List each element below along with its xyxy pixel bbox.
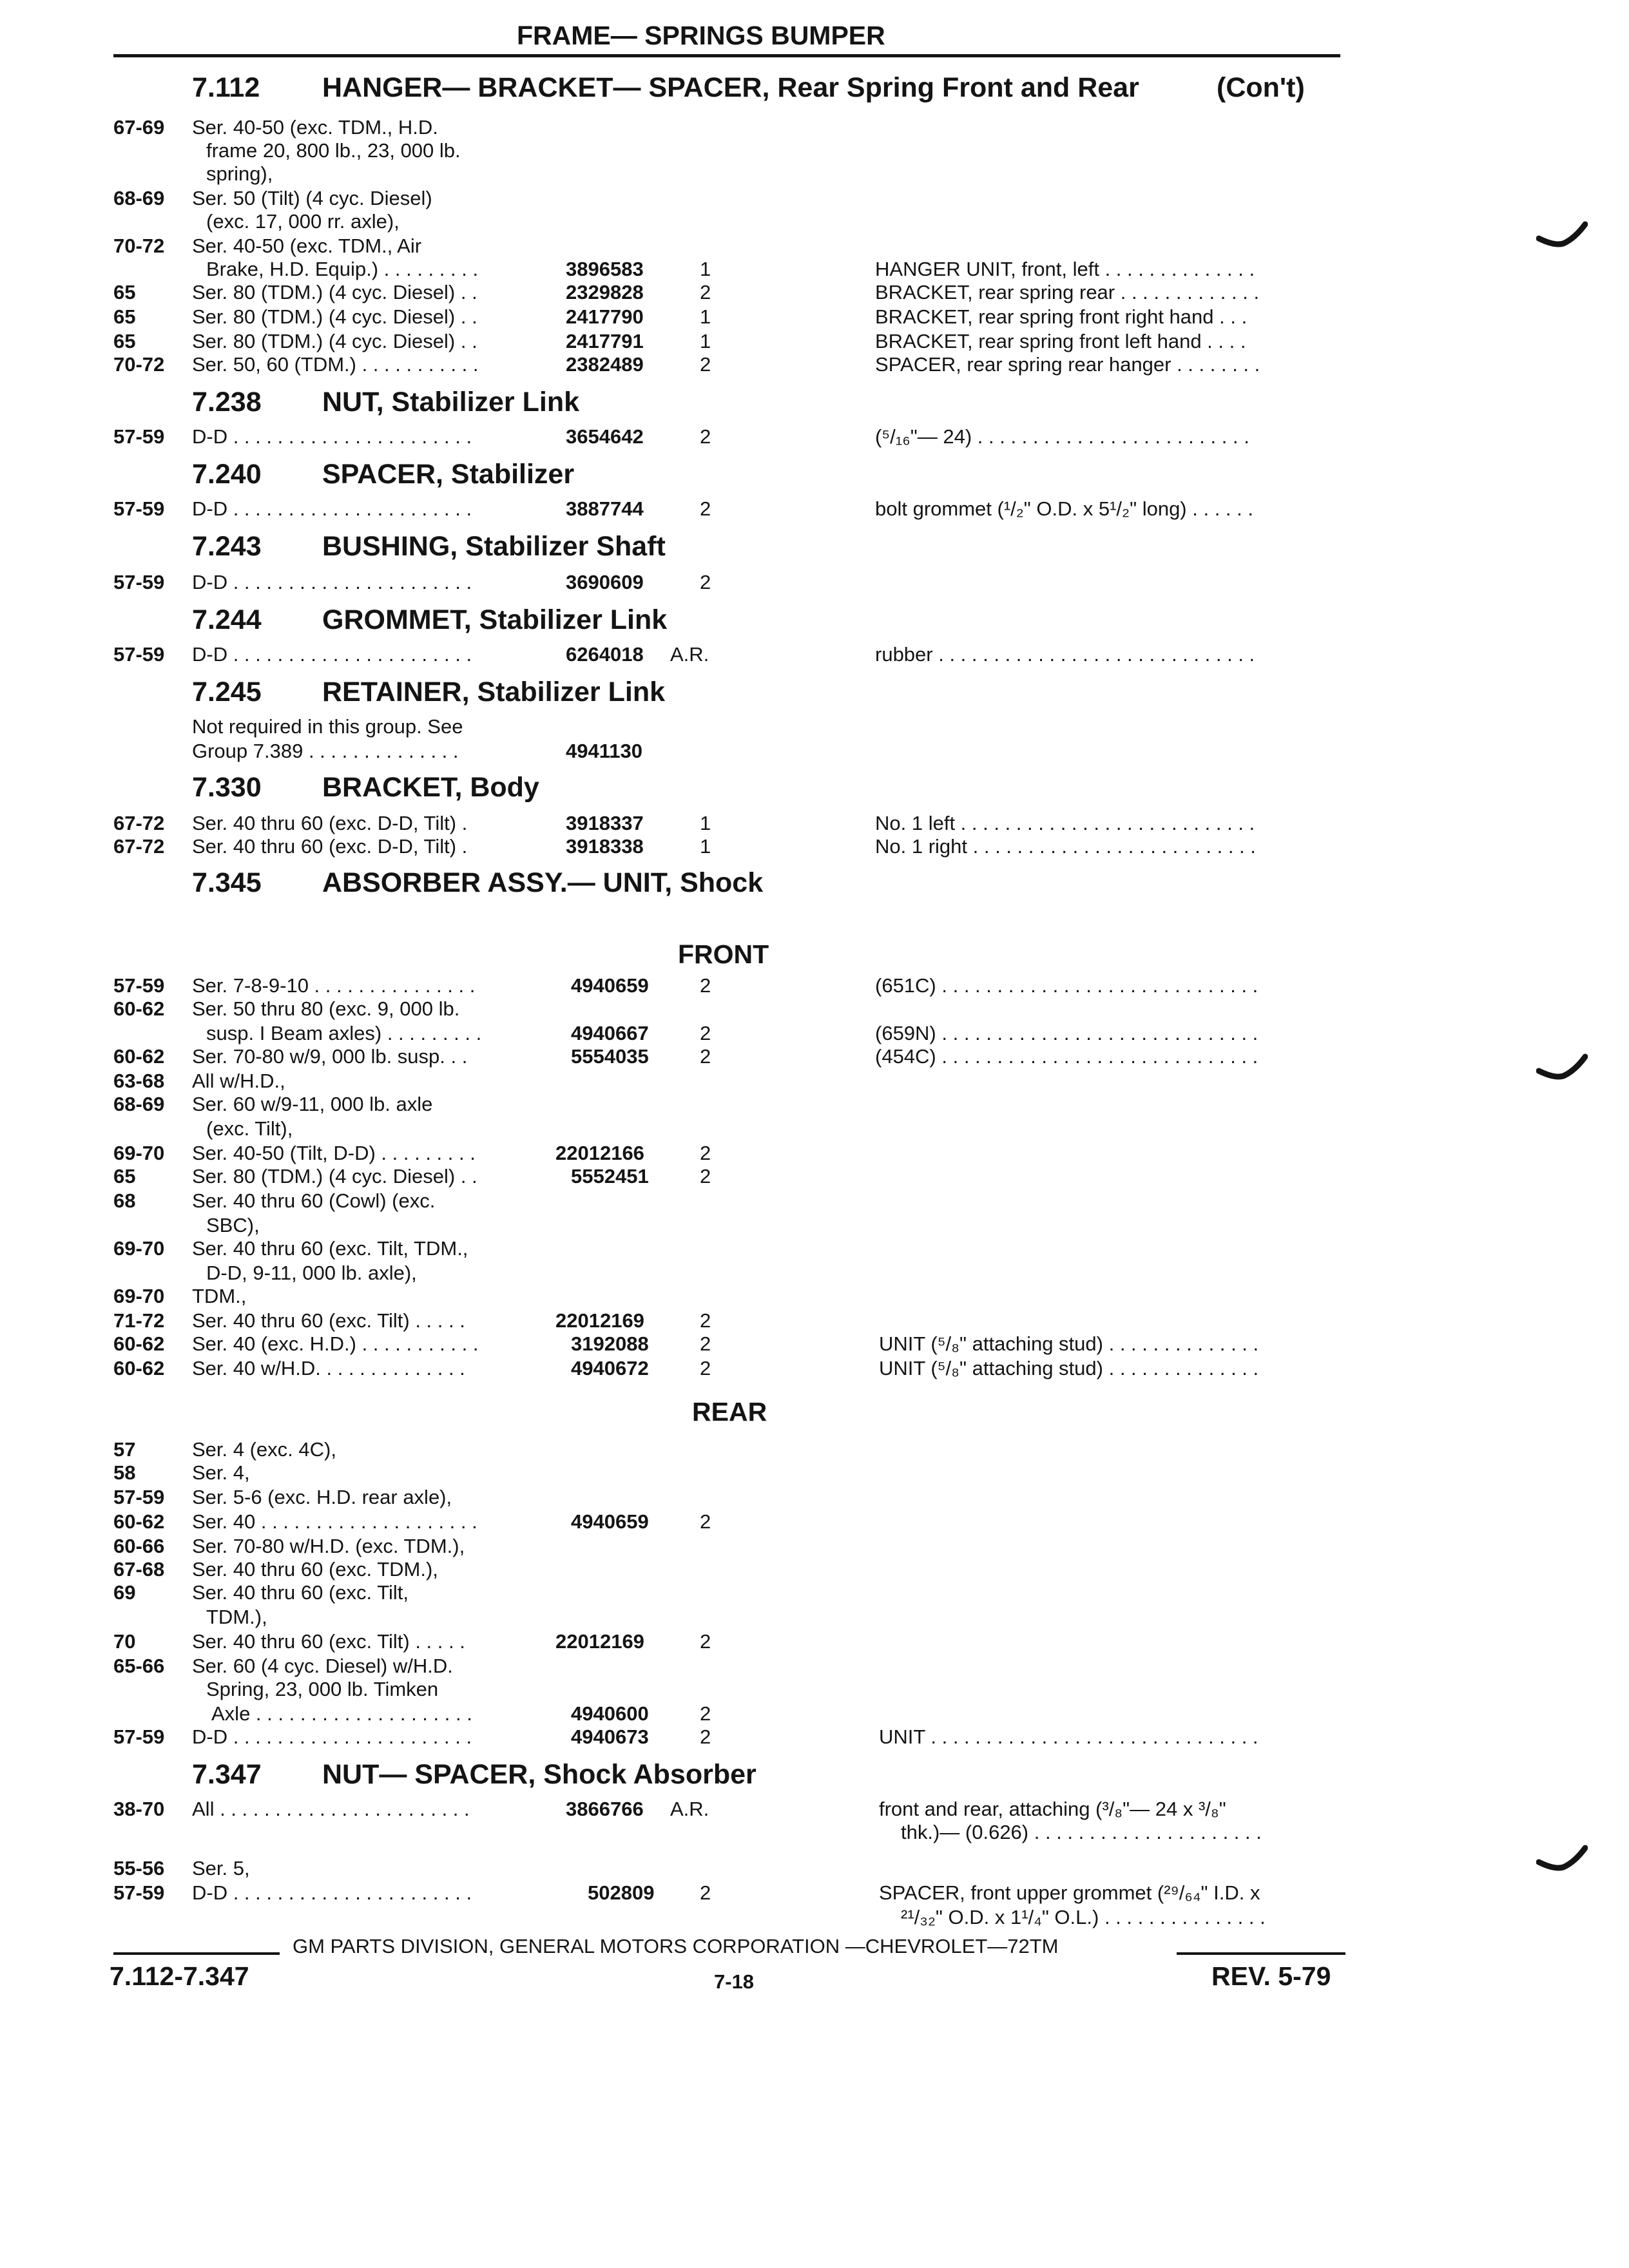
group-number: 7.240 [192, 459, 262, 490]
year-range: 69-70 [113, 1285, 165, 1307]
application-text: Ser. 60 w/9-11, 000 lb. axle [192, 1093, 433, 1115]
application-text: Ser. 40-50 (exc. TDM., Air [192, 235, 422, 257]
year-range: 65 [113, 305, 136, 328]
application-text: (exc. Tilt), [206, 1117, 293, 1140]
group-title: HANGER— BRACKET— SPACER, Rear Spring Front and Rear [322, 72, 1139, 103]
application-text: TDM.), [206, 1606, 267, 1628]
application-text: Ser. 40-50 (exc. TDM., H.D. [192, 116, 438, 139]
application-text: Ser. 40 thru 60 (exc. Tilt) . . . . . [192, 1309, 465, 1332]
application-text: Ser. 80 (TDM.) (4 cyc. Diesel) . . [192, 330, 477, 352]
part-number: 4940659 [571, 974, 649, 997]
application-text: Ser. 60 (4 cyc. Diesel) w/H.D. [192, 1655, 453, 1677]
year-range: 57-59 [113, 1881, 165, 1904]
application-text: Ser. 70-80 w/9, 000 lb. susp. . . [192, 1045, 468, 1068]
year-range: 63-68 [113, 1070, 165, 1092]
year-range: 57-59 [113, 425, 165, 448]
quantity: 1 [700, 330, 711, 352]
group-number: 7.345 [192, 867, 262, 898]
application-text: TDM., [192, 1285, 247, 1307]
quantity: 2 [700, 1510, 711, 1533]
year-range: 57-59 [113, 1725, 165, 1748]
application-text: Ser. 70-80 w/H.D. (exc. TDM.), [192, 1535, 465, 1557]
year-range: 55-56 [113, 1857, 165, 1879]
group-number: 7.244 [192, 604, 262, 635]
quantity: 2 [700, 1309, 711, 1332]
application-text: Axle . . . . . . . . . . . . . . . . . . . . [211, 1702, 472, 1725]
year-range: 58 [113, 1461, 136, 1484]
quantity: 2 [700, 1357, 711, 1379]
quantity: A.R. [670, 1798, 709, 1820]
application-text: Ser. 40 thru 60 (exc. Tilt) . . . . . [192, 1630, 465, 1653]
year-range: 67-72 [113, 812, 165, 834]
application-text: Ser. 5, [192, 1857, 250, 1879]
quantity: 2 [700, 497, 711, 520]
group-title: GROMMET, Stabilizer Link [322, 604, 668, 635]
part-number: 22012166 [555, 1142, 644, 1164]
part-description: BRACKET, rear spring front right hand . . . [875, 305, 1248, 328]
check-mark-icon [1536, 1052, 1588, 1090]
year-range: 57-59 [113, 571, 165, 593]
part-number: 3654642 [566, 425, 644, 448]
application-text: Ser. 40 (exc. H.D.) . . . . . . . . . . . [192, 1332, 479, 1355]
part-description: SPACER, rear spring rear hanger . . . . . . . . [875, 353, 1260, 376]
part-number: 3896583 [566, 258, 644, 280]
quantity: 1 [700, 812, 711, 834]
footer-page-number: 7-18 [714, 1970, 755, 1993]
part-description: BRACKET, rear spring rear . . . . . . . . . . . . . [875, 281, 1260, 303]
group-title: ABSORBER ASSY.— UNIT, Shock [322, 867, 764, 898]
year-range: 67-69 [113, 116, 165, 139]
year-range: 68 [113, 1189, 136, 1212]
application-text: D-D . . . . . . . . . . . . . . . . . . . . . . [192, 643, 472, 666]
year-range: 60-62 [113, 1045, 165, 1068]
part-description: SPACER, front upper grommet (²⁹/₆₄" I.D. x [879, 1881, 1260, 1904]
part-number: 3192088 [571, 1332, 649, 1355]
application-text: All w/H.D., [192, 1070, 285, 1092]
group-number: 7.238 [192, 387, 262, 418]
part-description: (659N) . . . . . . . . . . . . . . . . . . . . . . . . . . . . . [875, 1022, 1258, 1044]
application-text: Ser. 4 (exc. 4C), [192, 1438, 336, 1461]
part-description: UNIT (⁵/₈" attaching stud) . . . . . . . . . . . . . . [879, 1357, 1259, 1379]
year-range: 60-62 [113, 1357, 165, 1379]
part-number: 502809 [588, 1881, 655, 1904]
year-range: 65 [113, 1165, 136, 1187]
quantity: 2 [700, 1725, 711, 1748]
year-range: 67-68 [113, 1558, 165, 1581]
part-description: rubber . . . . . . . . . . . . . . . . . . . . . . . . . . . . . [875, 643, 1255, 666]
year-range: 71-72 [113, 1309, 165, 1332]
part-number: 5554035 [571, 1045, 649, 1068]
application-text: D-D . . . . . . . . . . . . . . . . . . . . . . [192, 1881, 472, 1904]
header-rule [113, 54, 1340, 57]
check-mark-icon [1536, 219, 1588, 258]
application-text: SBC), [206, 1214, 260, 1236]
year-range: 68-69 [113, 1093, 165, 1115]
group-title: RETAINER, Stabilizer Link [322, 677, 665, 707]
part-number: 2417790 [566, 305, 644, 328]
year-range: 69 [113, 1581, 136, 1604]
part-number: 3918337 [566, 812, 644, 834]
year-range: 65 [113, 330, 136, 352]
group-title: NUT, Stabilizer Link [322, 387, 580, 418]
part-number: 6264018 [566, 643, 644, 666]
year-range: 60-62 [113, 1510, 165, 1533]
part-number: 3918338 [566, 835, 644, 858]
application-text: Ser. 80 (TDM.) (4 cyc. Diesel) . . [192, 1165, 477, 1187]
year-range: 38-70 [113, 1798, 165, 1820]
group-title: SPACER, Stabilizer [322, 459, 575, 490]
quantity: 1 [700, 835, 711, 858]
part-number: 22012169 [555, 1630, 644, 1653]
application-text: Ser. 40 thru 60 (exc. D-D, Tilt) . [192, 812, 468, 834]
part-description: BRACKET, rear spring front left hand . . . . [875, 330, 1246, 352]
year-range: 57 [113, 1438, 136, 1461]
page-header-title: FRAME— SPRINGS BUMPER [517, 21, 885, 50]
quantity: 2 [700, 1630, 711, 1653]
application-text: Ser. 40 thru 60 (exc. Tilt, [192, 1581, 409, 1604]
quantity: 2 [700, 1881, 711, 1904]
application-text: Ser. 80 (TDM.) (4 cyc. Diesel) . . [192, 281, 477, 303]
part-description: (454C) . . . . . . . . . . . . . . . . . . . . . . . . . . . . . [875, 1045, 1258, 1068]
check-mark-icon [1536, 1843, 1588, 1881]
application-text: spring), [206, 162, 273, 185]
group-title: BUSHING, Stabilizer Shaft [322, 531, 666, 562]
part-number: 4940672 [571, 1357, 649, 1379]
quantity: 1 [700, 305, 711, 328]
year-range: 60-66 [113, 1535, 165, 1557]
application-text: Ser. 40 thru 60 (exc. D-D, Tilt) . [192, 835, 468, 858]
part-description: front and rear, attaching (³/₈"— 24 x ³/₈" [879, 1798, 1226, 1820]
application-text: Ser. 5-6 (exc. H.D. rear axle), [192, 1486, 452, 1508]
footer-rule-right [1177, 1952, 1345, 1955]
application-text: Ser. 40 thru 60 (Cowl) (exc. [192, 1189, 436, 1212]
group-title: BRACKET, Body [322, 772, 539, 803]
year-range: 60-62 [113, 1332, 165, 1355]
year-range: 60-62 [113, 997, 165, 1020]
part-description: No. 1 left . . . . . . . . . . . . . . . . . . . . . . . . . . . [875, 812, 1255, 834]
year-range: 65-66 [113, 1655, 165, 1677]
quantity: 2 [700, 571, 711, 593]
group-number: 7.112 [192, 72, 260, 103]
year-range: 69-70 [113, 1237, 165, 1260]
year-range: 57-59 [113, 643, 165, 666]
part-number: 4940673 [571, 1725, 649, 1748]
part-number: 4940667 [571, 1022, 649, 1044]
part-number: 2382489 [566, 353, 644, 376]
application-text: All . . . . . . . . . . . . . . . . . . . . . . . [192, 1798, 470, 1820]
part-number: 22012169 [555, 1309, 644, 1332]
year-range: 57-59 [113, 1486, 165, 1508]
application-text: D-D . . . . . . . . . . . . . . . . . . . . . . [192, 497, 472, 520]
application-text: Ser. 40-50 (Tilt, D-D) . . . . . . . . . [192, 1142, 476, 1164]
application-text: Ser. 40 thru 60 (exc. TDM.), [192, 1558, 438, 1581]
application-text: Ser. 50 thru 80 (exc. 9, 000 lb. [192, 997, 460, 1020]
part-number: 2417791 [566, 330, 644, 352]
quantity: 2 [700, 1142, 711, 1164]
application-text: Ser. 40 . . . . . . . . . . . . . . . . . . . . [192, 1510, 477, 1533]
application-text: Brake, H.D. Equip.) . . . . . . . . . [206, 258, 479, 280]
application-text: D-D, 9-11, 000 lb. axle), [206, 1262, 417, 1284]
footer-group-range: 7.112-7.347 [110, 1961, 249, 1991]
part-number: 5552451 [571, 1165, 649, 1187]
part-description: HANGER UNIT, front, left . . . . . . . . . . . . . . [875, 258, 1255, 280]
part-description: bolt grommet (¹/₂" O.D. x 5¹/₂" long) . . . . . . [875, 497, 1253, 520]
part-description: UNIT (⁵/₈" attaching stud) . . . . . . . . . . . . . . [879, 1332, 1259, 1355]
quantity: 2 [700, 353, 711, 376]
application-text: Ser. 7-8-9-10 . . . . . . . . . . . . . . . [192, 974, 476, 997]
year-range: 67-72 [113, 835, 165, 858]
part-number: 4941130 [566, 740, 642, 762]
footer-revision: REV. 5-79 [1211, 1961, 1331, 1991]
part-description: (651C) . . . . . . . . . . . . . . . . . . . . . . . . . . . . . [875, 974, 1258, 997]
quantity: 2 [700, 425, 711, 448]
quantity: 2 [700, 1332, 711, 1355]
group-number: 7.245 [192, 677, 262, 707]
application-text: Ser. 4, [192, 1461, 250, 1484]
part-number: 3866766 [566, 1798, 644, 1820]
application-text: D-D . . . . . . . . . . . . . . . . . . . . . . [192, 425, 472, 448]
application-text: (exc. 17, 000 rr. axle), [206, 210, 400, 233]
year-range: 69-70 [113, 1142, 165, 1164]
year-range: 57-59 [113, 497, 165, 520]
application-text: Ser. 50, 60 (TDM.) . . . . . . . . . . . [192, 353, 479, 376]
quantity: 2 [700, 281, 711, 303]
year-range: 65 [113, 281, 136, 303]
quantity: A.R. [670, 643, 709, 666]
footer-credit: GM PARTS DIVISION, GENERAL MOTORS CORPORATION —CHEVROLET—72TM [293, 1935, 1059, 1957]
part-number: 3690609 [566, 571, 644, 593]
part-description-cont: ²¹/₃₂" O.D. x 1¹/₄" O.L.) . . . . . . . . . . . . . . . [901, 1906, 1266, 1928]
quantity: 1 [700, 258, 711, 280]
application-text: Ser. 40 thru 60 (exc. Tilt, TDM., [192, 1237, 468, 1260]
year-range: 70-72 [113, 235, 165, 257]
part-number: 4940600 [571, 1702, 649, 1725]
footer-rule-left [113, 1952, 280, 1955]
year-range: 57-59 [113, 974, 165, 997]
year-range: 70 [113, 1630, 136, 1653]
group-number: 7.243 [192, 531, 262, 562]
application-text: Ser. 40 w/H.D. . . . . . . . . . . . . . [192, 1357, 465, 1379]
quantity: 2 [700, 974, 711, 997]
part-description: (⁵/₁₆"— 24) . . . . . . . . . . . . . . . . . . . . . . . . . [875, 425, 1249, 448]
quantity: 2 [700, 1702, 711, 1725]
part-description: No. 1 right . . . . . . . . . . . . . . . . . . . . . . . . . . [875, 835, 1256, 858]
year-range: 68-69 [113, 187, 165, 209]
application-text: Spring, 23, 000 lb. Timken [206, 1678, 439, 1700]
subheading-front: FRONT [678, 939, 769, 969]
quantity: 2 [700, 1045, 711, 1068]
application-text: D-D . . . . . . . . . . . . . . . . . . . . . . [192, 1725, 472, 1748]
group-title: NUT— SPACER, Shock Absorber [322, 1759, 757, 1790]
application-text: susp. I Beam axles) . . . . . . . . . [206, 1022, 482, 1044]
application-text: Not required in this group. See [192, 715, 463, 738]
group-continued: (Con't) [1217, 72, 1305, 103]
application-text: Ser. 50 (Tilt) (4 cyc. Diesel) [192, 187, 432, 209]
part-number: 4940659 [571, 1510, 649, 1533]
quantity: 2 [700, 1022, 711, 1044]
year-range: 70-72 [113, 353, 165, 376]
application-text: Ser. 80 (TDM.) (4 cyc. Diesel) . . [192, 305, 477, 328]
quantity: 2 [700, 1165, 711, 1187]
application-text: Group 7.389 . . . . . . . . . . . . . . [192, 740, 459, 762]
part-number: 2329828 [566, 281, 644, 303]
subheading-rear: REAR [692, 1397, 767, 1427]
group-number: 7.347 [192, 1759, 262, 1790]
application-text: frame 20, 800 lb., 23, 000 lb. [206, 139, 461, 162]
part-number: 3887744 [566, 497, 644, 520]
application-text: D-D . . . . . . . . . . . . . . . . . . . . . . [192, 571, 472, 593]
part-description: UNIT . . . . . . . . . . . . . . . . . . . . . . . . . . . . . . [879, 1725, 1258, 1748]
part-description-cont: thk.)— (0.626) . . . . . . . . . . . . . . . . . . . . . [901, 1821, 1262, 1843]
group-number: 7.330 [192, 772, 262, 803]
